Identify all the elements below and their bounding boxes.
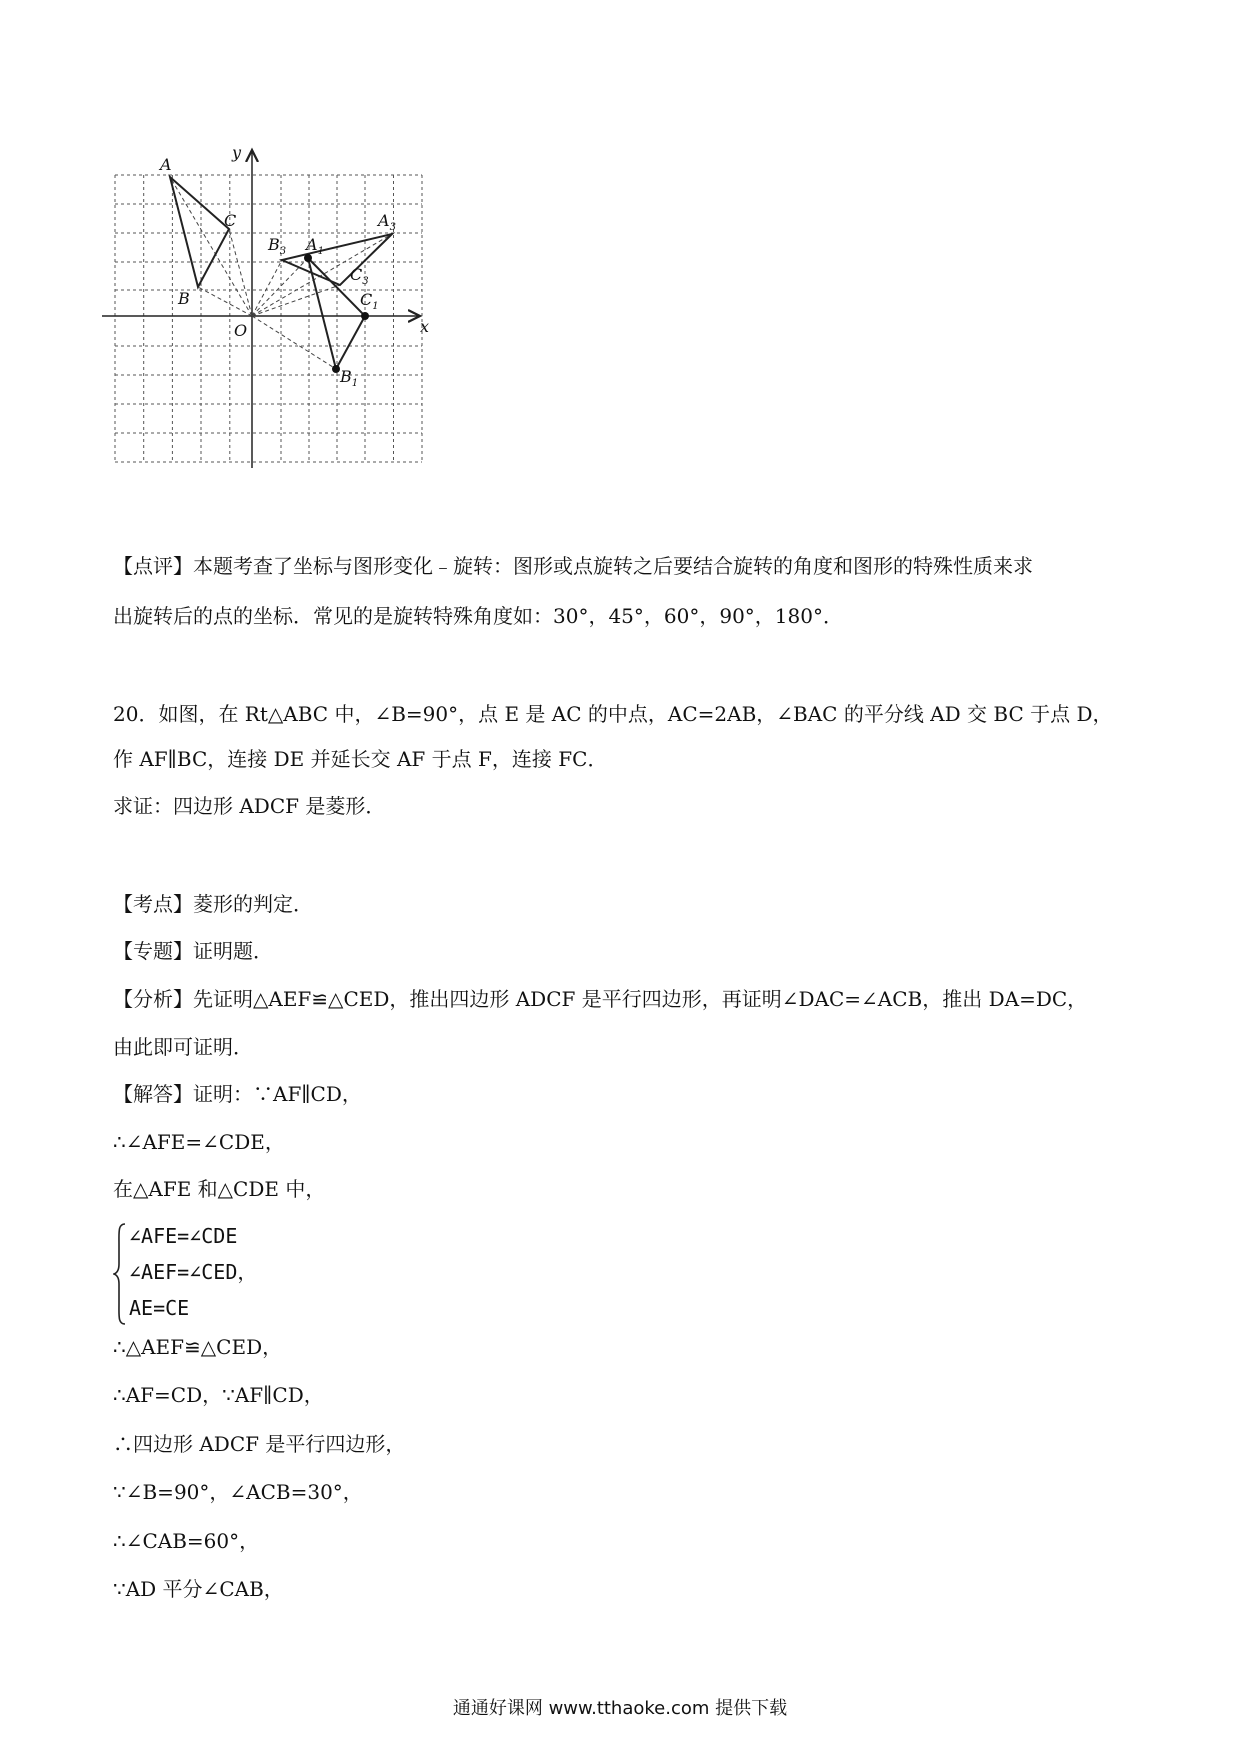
system-line-2: ∠AEF=∠CED， bbox=[129, 1260, 258, 1284]
label-b: B bbox=[178, 289, 190, 308]
system-line-3: AE=CE bbox=[129, 1296, 190, 1320]
label-x-axis: x bbox=[420, 317, 430, 336]
label-b1: $B_1$ bbox=[340, 367, 359, 389]
solution-line-5: ∴AF=CD，∵AF∥CD， bbox=[113, 1383, 324, 1407]
label-c1: $C_1$ bbox=[360, 290, 379, 312]
fenxi-line-2: 由此即可证明． bbox=[113, 1035, 253, 1059]
point-a1 bbox=[304, 254, 312, 262]
solution-line-8: ∴∠CAB=60°， bbox=[113, 1529, 260, 1553]
point-c1 bbox=[361, 312, 369, 320]
grid bbox=[115, 175, 422, 462]
solution-line-3: 在△AFE 和△CDE 中， bbox=[113, 1177, 326, 1201]
problem-line-3: 求证：四边形 ADCF 是菱形． bbox=[113, 794, 386, 818]
fenxi-line-1: 【分析】先证明△AEF≌△CED，推出四边形 ADCF 是平行四边形，再证明∠DAC=∠ACB，推出 DA=DC， bbox=[113, 987, 1088, 1011]
point-b1 bbox=[332, 365, 340, 373]
commentary-line-2: 出旋转后的点的坐标．常见的是旋转特殊角度如：30°，45°，60°，90°，180°． bbox=[113, 604, 843, 628]
triangle-abc bbox=[170, 177, 229, 287]
solution-line-9: ∵AD 平分∠CAB， bbox=[113, 1577, 284, 1601]
zhuanti-line: 【专题】证明题． bbox=[113, 939, 273, 963]
solution-line-2: ∴∠AFE=∠CDE， bbox=[113, 1130, 285, 1154]
solution-line-1: 【解答】证明：∵AF∥CD， bbox=[113, 1082, 362, 1106]
label-c3: $C_3$ bbox=[350, 265, 369, 287]
kaodian-line: 【考点】菱形的判定． bbox=[113, 892, 313, 916]
label-a1: $A_1$ bbox=[306, 235, 324, 257]
system-line-1: ∠AFE=∠CDE bbox=[129, 1224, 238, 1248]
label-a3: $A_3$ bbox=[378, 211, 396, 233]
label-y-axis: y bbox=[232, 143, 242, 162]
rotation-figure bbox=[100, 140, 490, 530]
label-c: C bbox=[224, 211, 237, 230]
problem-line-2: 作 AF∥BC，连接 DE 并延长交 AF 于点 F，连接 FC． bbox=[113, 747, 608, 771]
label-origin: O bbox=[234, 321, 248, 340]
label-a: A bbox=[160, 155, 172, 174]
solution-line-6: ∴四边形 ADCF 是平行四边形， bbox=[113, 1432, 406, 1456]
solution-line-7: ∵∠B=90°，∠ACB=30°， bbox=[113, 1480, 363, 1504]
brace-icon bbox=[113, 1222, 127, 1326]
equation-system bbox=[113, 1222, 273, 1326]
label-b3: $B_3$ bbox=[268, 235, 287, 257]
solution-line-4: ∴△AEF≌△CED， bbox=[113, 1335, 283, 1359]
problem-line-1: 20．如图，在 Rt△ABC 中，∠B=90°，点 E 是 AC 的中点，AC=2AB，∠BAC 的平分线 AD 交 BC 于点 D， bbox=[113, 702, 1113, 726]
commentary-line-1: 【点评】本题考查了坐标与图形变化﹣旋转：图形或点旋转之后要结合旋转的角度和图形的特殊性质来求 bbox=[113, 554, 1033, 578]
footer-credit: 通通好课网 www.tthaoke.com 提供下载 bbox=[452, 1698, 788, 1719]
